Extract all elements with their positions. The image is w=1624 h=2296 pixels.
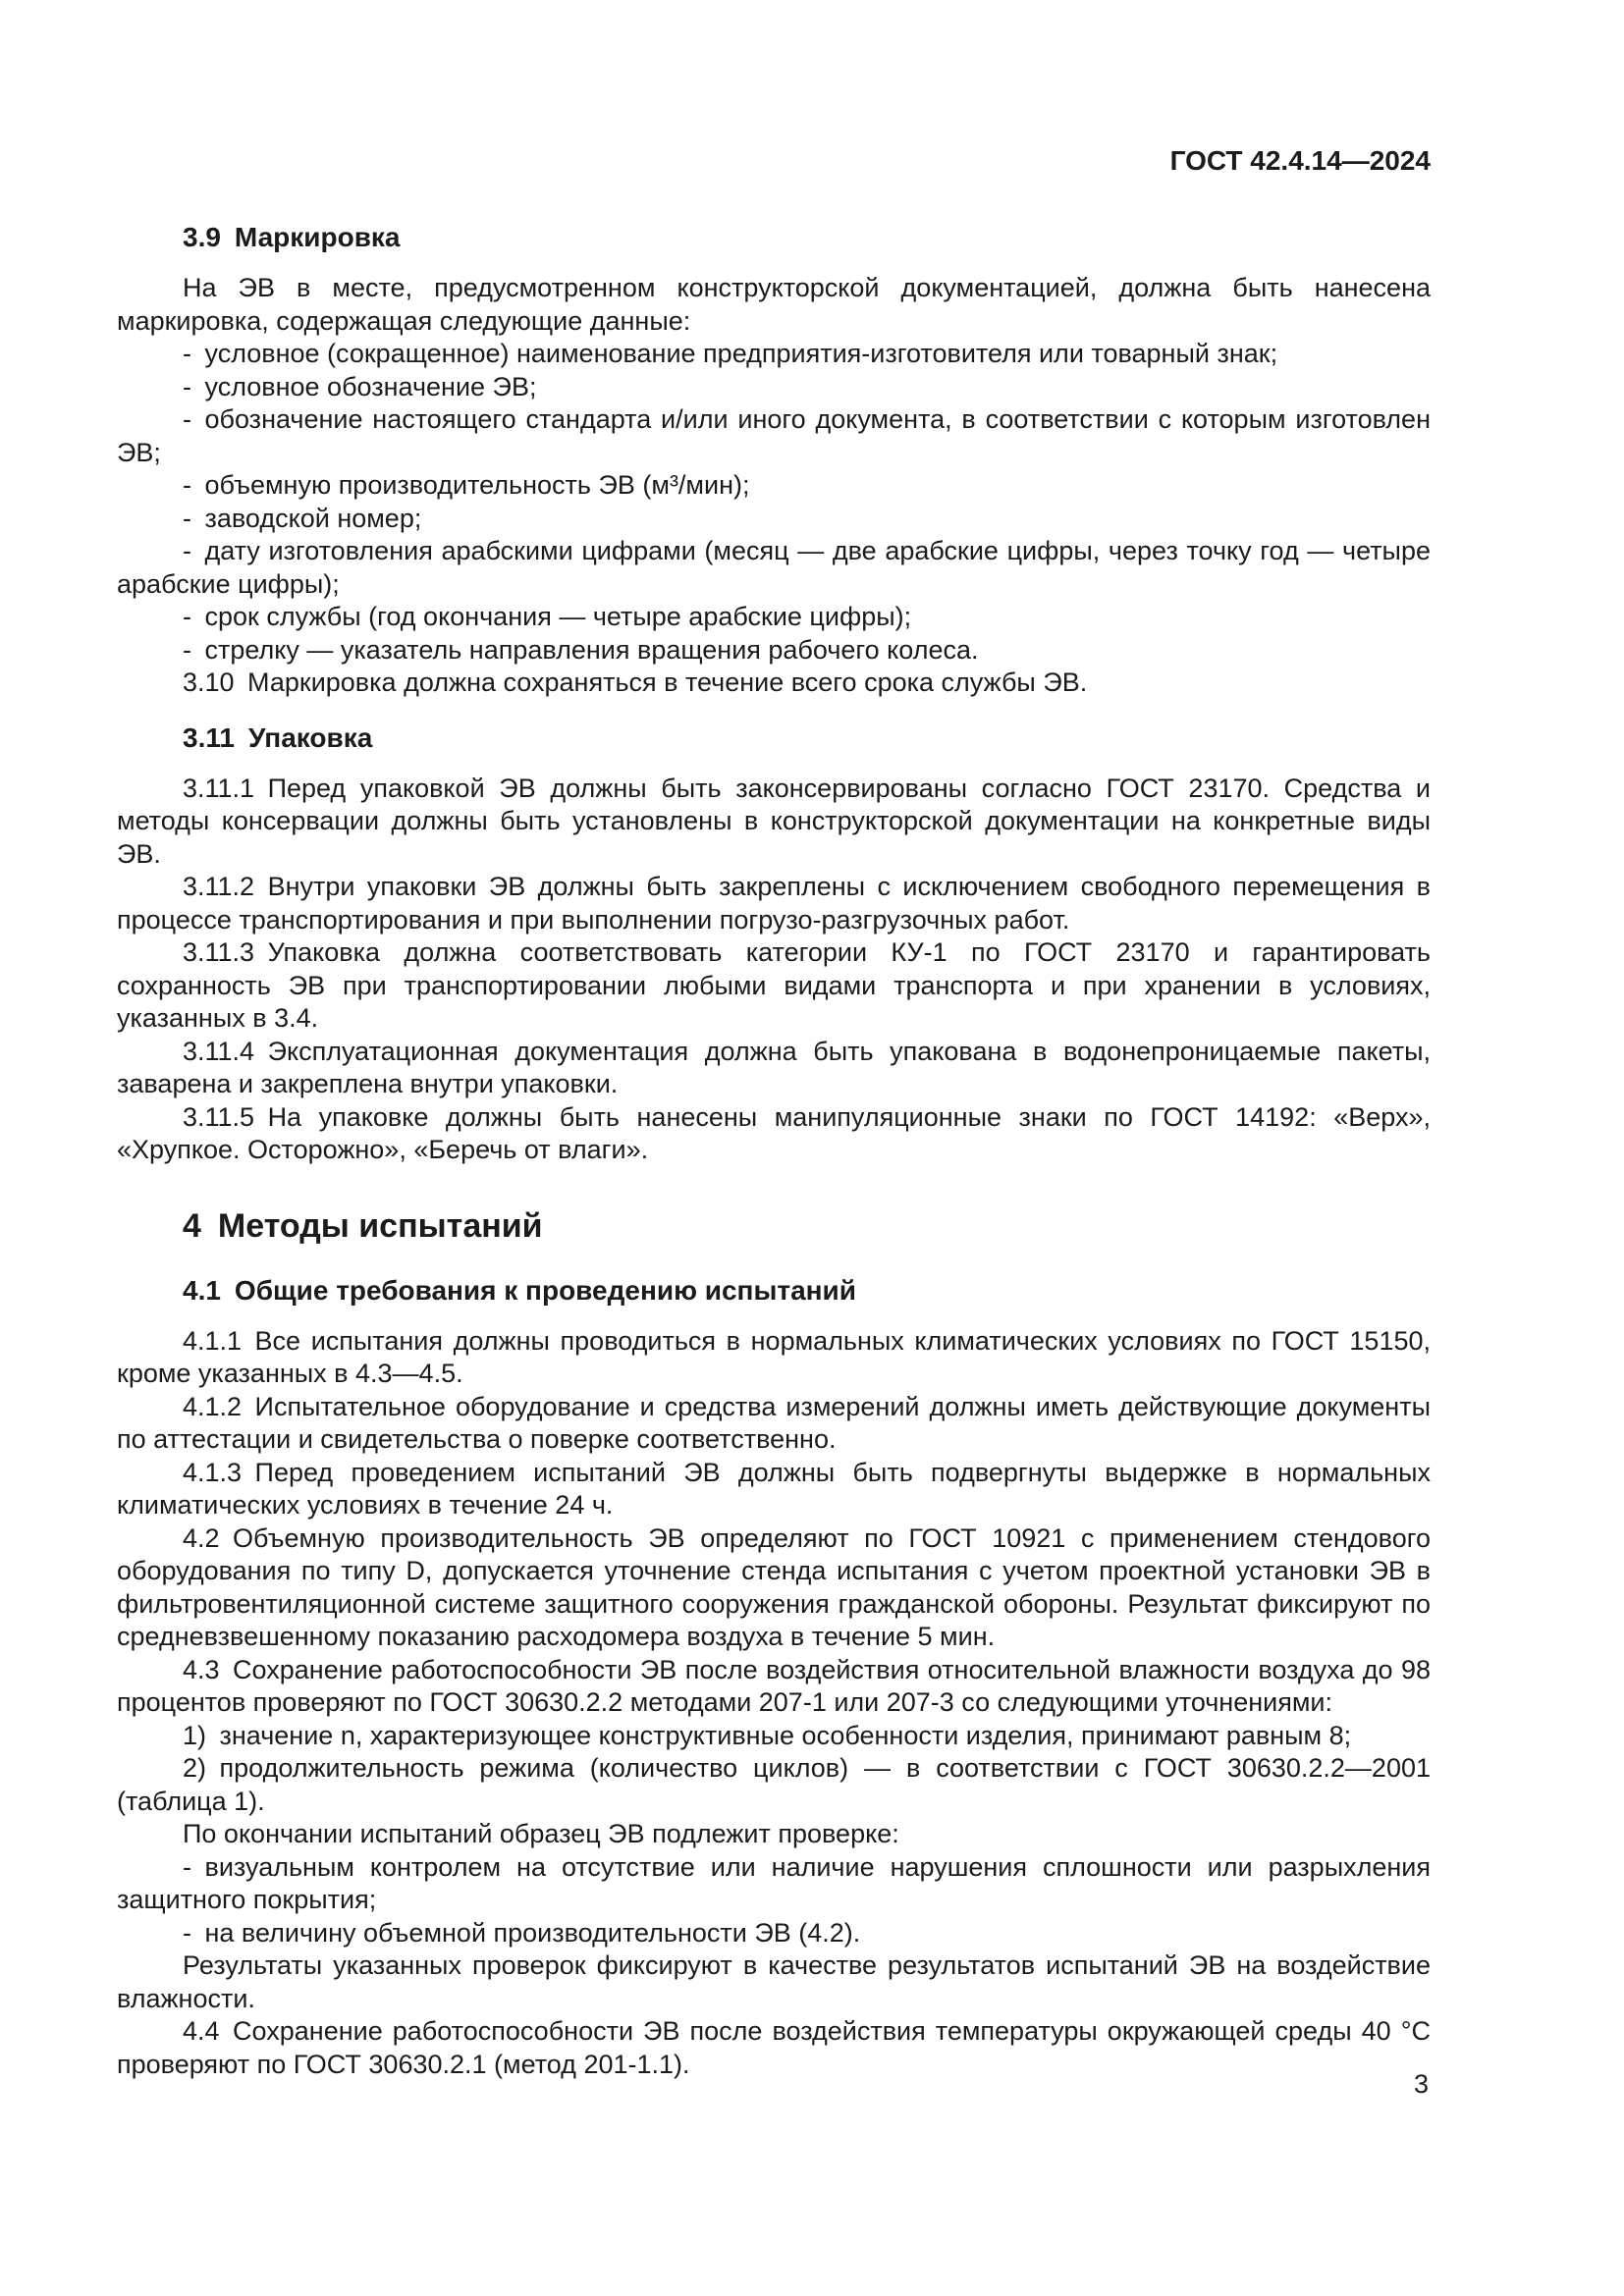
paragraph: 4.2 Объемную производительность ЭВ определяют по ГОСТ 10921 с применением стендового оборудования по типу D, допускается уточнение стенда испытания с учетом проектной установки ЭВ в фильтровентиляционной системе защитного сооружения гражданской обороны. Результат фиксируют по средневзвешенному показанию расходомера воздуха в течение 5 мин. [117, 1522, 1431, 1651]
section-heading: 4 Методы испытаний [183, 1206, 543, 1245]
paragraph: - объемную производительность ЭВ (м³/мин); [183, 470, 750, 500]
paragraph: - обозначение настоящего стандарта и/или иного документа, в соответствии с которым изготовлен ЭВ; [117, 404, 1431, 467]
paragraph: 2) продолжительность режима (количество циклов) — в соответствии с ГОСТ 30630.2.2—2001 (таблица 1). [117, 1753, 1431, 1816]
paragraph: - на величину объемной производительности ЭВ (4.2). [183, 1917, 861, 1948]
paragraph: - срок службы (год окончания — четыре арабские цифры); [183, 602, 912, 631]
paragraph: 4.1.3 Перед проведением испытаний ЭВ должны быть подвергнуты выдержке в нормальных климатических условиях в течение 24 ч. [117, 1457, 1431, 1520]
paragraph: По окончании испытаний образец ЭВ подлежит проверке: [183, 1819, 899, 1848]
paragraph: 3.11.1 Перед упаковкой ЭВ должны быть законсервированы согласно ГОСТ 23170. Средства и методы консервации должны быть установлены в конструкторской документации на конкретные виды ЭВ. [117, 773, 1431, 869]
section-heading: 3.11 Упаковка [183, 721, 373, 753]
paragraph: На ЭВ в месте, предусмотренном конструкторской документацией, должна быть нанесена маркировка, содержащая следующие данные: [117, 273, 1431, 336]
paragraph: 3.11.3 Упаковка должна соответствовать категории КУ-1 по ГОСТ 23170 и гарантировать сохранность ЭВ при транспортировании любыми видами транспорта и при хранении в условиях, указанных в 3.4. [117, 937, 1431, 1033]
paragraph: - условное (сокращенное) наименование предприятия-изготовителя или товарный знак; [183, 339, 1278, 368]
paragraph: 4.3 Сохранение работоспособности ЭВ после воздействия относительной влажности воздуха до 98 процентов проверяют по ГОСТ 30630.2.2 методами 207-1 или 207-3 со следующими уточнениями: [117, 1654, 1431, 1717]
section-heading: 3.9 Маркировка [183, 222, 401, 252]
page-number: 3 [1413, 2069, 1429, 2099]
paragraph: - условное обозначение ЭВ; [183, 371, 537, 401]
paragraph: - дату изготовления арабскими цифрами (месяц — две арабские цифры, через точку год — четыре арабские цифры); [117, 536, 1431, 599]
paragraph: 1) значение n, характеризующее конструктивные особенности изделия, принимают равным 8; [183, 1720, 1352, 1750]
paragraph: 3.11.5 На упаковке должны быть нанесены манипуляционные знаки по ГОСТ 14192: «Верх», «Хрупкое. Осторожно», «Беречь от влаги». [117, 1101, 1431, 1164]
paragraph: 3.11.2 Внутри упаковки ЭВ должны быть закреплены с исключением свободного перемещения в процессе транспортирования и при выполнении погрузо-разгрузочных работ. [117, 872, 1431, 934]
paragraph: 3.10 Маркировка должна сохраняться в течение всего срока службы ЭВ. [183, 667, 1088, 697]
paragraph: - стрелку — указатель направления вращения рабочего колеса. [183, 634, 979, 665]
paragraph: - визуальным контролем на отсутствие или наличие нарушения сплошности или разрыхления защитного покрытия; [117, 1851, 1431, 1914]
paragraph: 4.4 Сохранение работоспособности ЭВ после воздействия температуры окружающей среды 40 °С проверяют по ГОСТ 30630.2.1 (метод 201-1.1). [117, 2016, 1431, 2079]
page-content [117, 0, 1431, 2081]
document-body [117, 221, 1431, 2081]
paragraph: Результаты указанных проверок фиксируют в качестве результатов испытаний ЭВ на воздействие влажности. [117, 1950, 1431, 2013]
section-heading: 4.1 Общие требования к проведению испытаний [183, 1274, 856, 1306]
paragraph: 4.1.1 Все испытания должны проводиться в нормальных климатических условиях по ГОСТ 15150, кроме указанных в 4.3—4.5. [117, 1325, 1431, 1388]
running-header: ГОСТ 42.4.14—2024 [1169, 145, 1431, 176]
paragraph: 4.1.2 Испытательное оборудование и средства измерений должны иметь действующие документы по аттестации и свидетельства о поверке соответственно. [117, 1391, 1431, 1454]
paragraph: 3.11.4 Эксплуатационная документация должна быть упакована в водонепроницаемые пакеты, заварена и закреплена внутри упаковки. [117, 1036, 1431, 1098]
paragraph: - заводской номер; [183, 503, 422, 533]
